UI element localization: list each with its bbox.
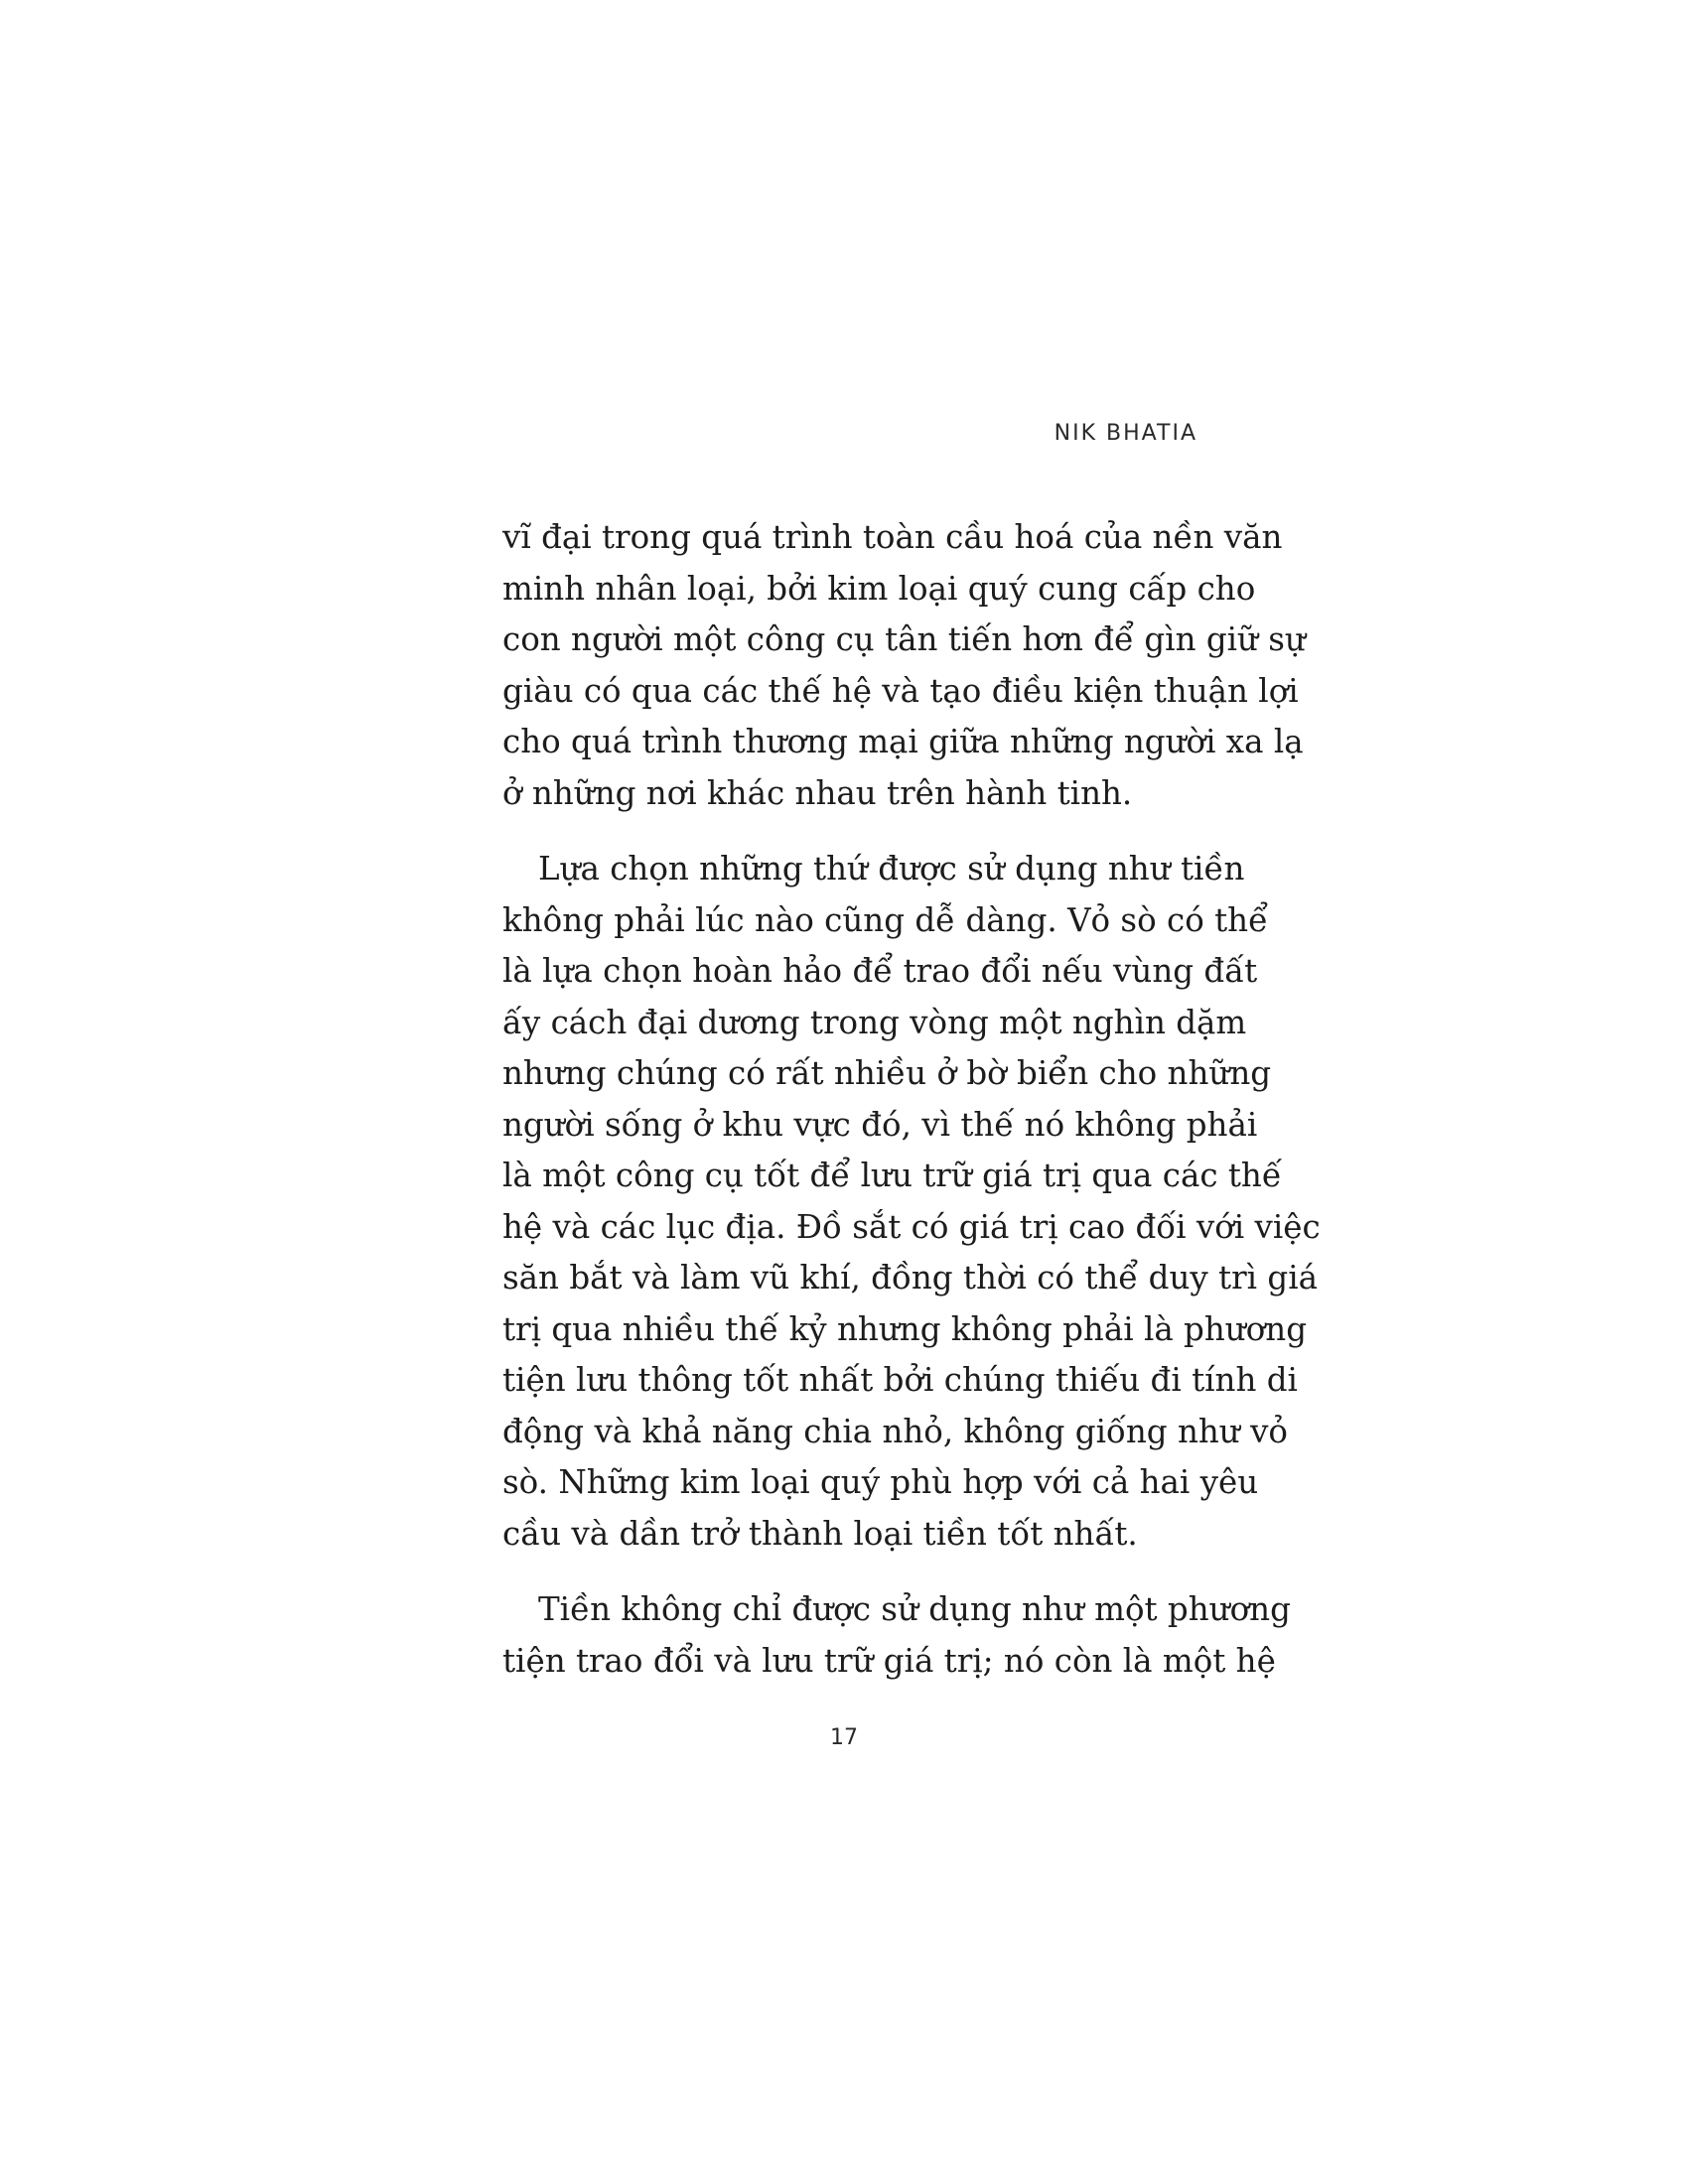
text-line: cho quá trình thương mại giữa những người xa lạ (502, 723, 1304, 760)
text-line: không phải lúc nào cũng dễ dàng. Vỏ sò có thể (502, 900, 1269, 939)
text-line: ở những nơi khác nhau trên hành tinh. (502, 773, 1133, 812)
page-number: 17 (830, 1725, 858, 1750)
text-line: là một công cụ tốt để lưu trữ giá trị qua các thế (502, 1157, 1282, 1194)
paragraph-2 (502, 844, 1321, 1560)
text-line: sò. Những kim loại quý phù hợp với cả hai yêu (502, 1463, 1259, 1501)
text-line: trị qua nhiều thế kỷ nhưng không phải là phương (502, 1309, 1308, 1348)
text-line: hệ và các lục địa. Đồ sắt có giá trị cao đối với việc (502, 1207, 1321, 1246)
text-line: minh nhân loại, bởi kim loại quý cung cấp cho (502, 569, 1256, 608)
text-line: vĩ đại trong quá trình toàn cầu hoá của nền văn (502, 518, 1283, 556)
paragraph-1 (502, 512, 1306, 819)
text-line: ấy cách đại dương trong vòng một nghìn dặm (502, 1003, 1247, 1041)
text-line: Lựa chọn những thứ được sử dụng như tiền (538, 850, 1245, 887)
text-line: săn bắt và làm vũ khí, đồng thời có thể duy trì giá (502, 1259, 1318, 1297)
text-line: Tiền không chỉ được sử dụng như một phương (538, 1590, 1291, 1628)
running-head: NIK BHATIA (1054, 421, 1197, 446)
text-line: động và khả năng chia nhỏ, không giống như vỏ (502, 1412, 1288, 1450)
text-line: là lựa chọn hoàn hảo để trao đổi nếu vùng đất (502, 952, 1258, 990)
text-line: tiện lưu thông tốt nhất bởi chúng thiếu đi tính di (502, 1361, 1298, 1399)
body-text (502, 512, 1321, 1711)
text-line: nhưng chúng có rất nhiều ở bờ biển cho những (502, 1054, 1272, 1092)
paragraph-3 (502, 1584, 1291, 1687)
text-line: con người một công cụ tân tiến hơn để gìn giữ sự (502, 620, 1306, 658)
text-line: người sống ở khu vực đó, vì thế nó không phải (502, 1105, 1258, 1144)
text-line: cầu và dần trở thành loại tiền tốt nhất. (502, 1514, 1138, 1553)
text-line: tiện trao đổi và lưu trữ giá trị; nó còn là một hệ (502, 1641, 1276, 1680)
text-line: giàu có qua các thế hệ và tạo điều kiện thuận lợi (502, 671, 1299, 710)
